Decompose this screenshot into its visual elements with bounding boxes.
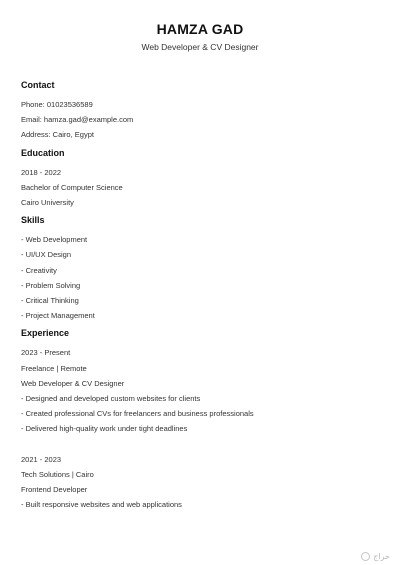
education-school: Cairo University	[21, 198, 74, 208]
experience-heading: Experience	[21, 328, 70, 339]
cv-title: Web Developer & CV Designer	[141, 42, 259, 52]
watermark-logo-icon	[361, 552, 370, 561]
job-spacer	[21, 437, 380, 452]
skills-heading: Skills	[21, 215, 45, 226]
job-bullet: - Created professional CVs for freelancers and business professionals	[21, 409, 254, 419]
experience-section	[21, 328, 380, 512]
education-heading: Education	[21, 147, 65, 158]
cv-name: HAMZA GAD	[156, 21, 244, 37]
skills-section	[21, 215, 380, 323]
skill-item: - Critical Thinking	[21, 296, 79, 306]
job-entry-2	[21, 452, 380, 513]
skill-item: - Creativity	[21, 265, 57, 275]
education-years: 2018 - 2022	[21, 167, 62, 177]
skill-item: - UI/UX Design	[21, 250, 72, 260]
watermark-text: حراج	[373, 552, 390, 561]
contact-heading: Contact	[21, 80, 55, 90]
job-bullet: - Designed and developed custom websites for clients	[21, 394, 201, 404]
skill-item: - Problem Solving	[21, 280, 81, 290]
contact-phone: Phone: 01023536589	[21, 100, 93, 109]
job-entry-1	[21, 345, 380, 436]
education-section	[21, 148, 380, 211]
job-company: Freelance | Remote	[21, 363, 87, 373]
cv-content	[21, 80, 380, 517]
job-bullet: - Built responsive websites and web applications	[21, 500, 182, 510]
contact-email: Email: hamza.gad@example.com	[21, 115, 134, 125]
education-degree: Bachelor of Computer Science	[21, 182, 123, 192]
job-company: Tech Solutions | Cairo	[21, 469, 94, 479]
job-period: 2023 - Present	[21, 348, 71, 358]
job-role: Frontend Developer	[21, 485, 88, 495]
job-period: 2021 - 2023	[21, 454, 62, 464]
watermark	[361, 552, 390, 561]
contact-address: Address: Cairo, Egypt	[21, 130, 94, 140]
job-role: Web Developer & CV Designer	[21, 378, 125, 388]
skill-item: - Web Development	[21, 235, 88, 245]
job-bullet: - Delivered high-quality work under tight deadlines	[21, 424, 188, 434]
skill-item: - Project Management	[21, 311, 95, 321]
contact-section	[21, 80, 380, 143]
